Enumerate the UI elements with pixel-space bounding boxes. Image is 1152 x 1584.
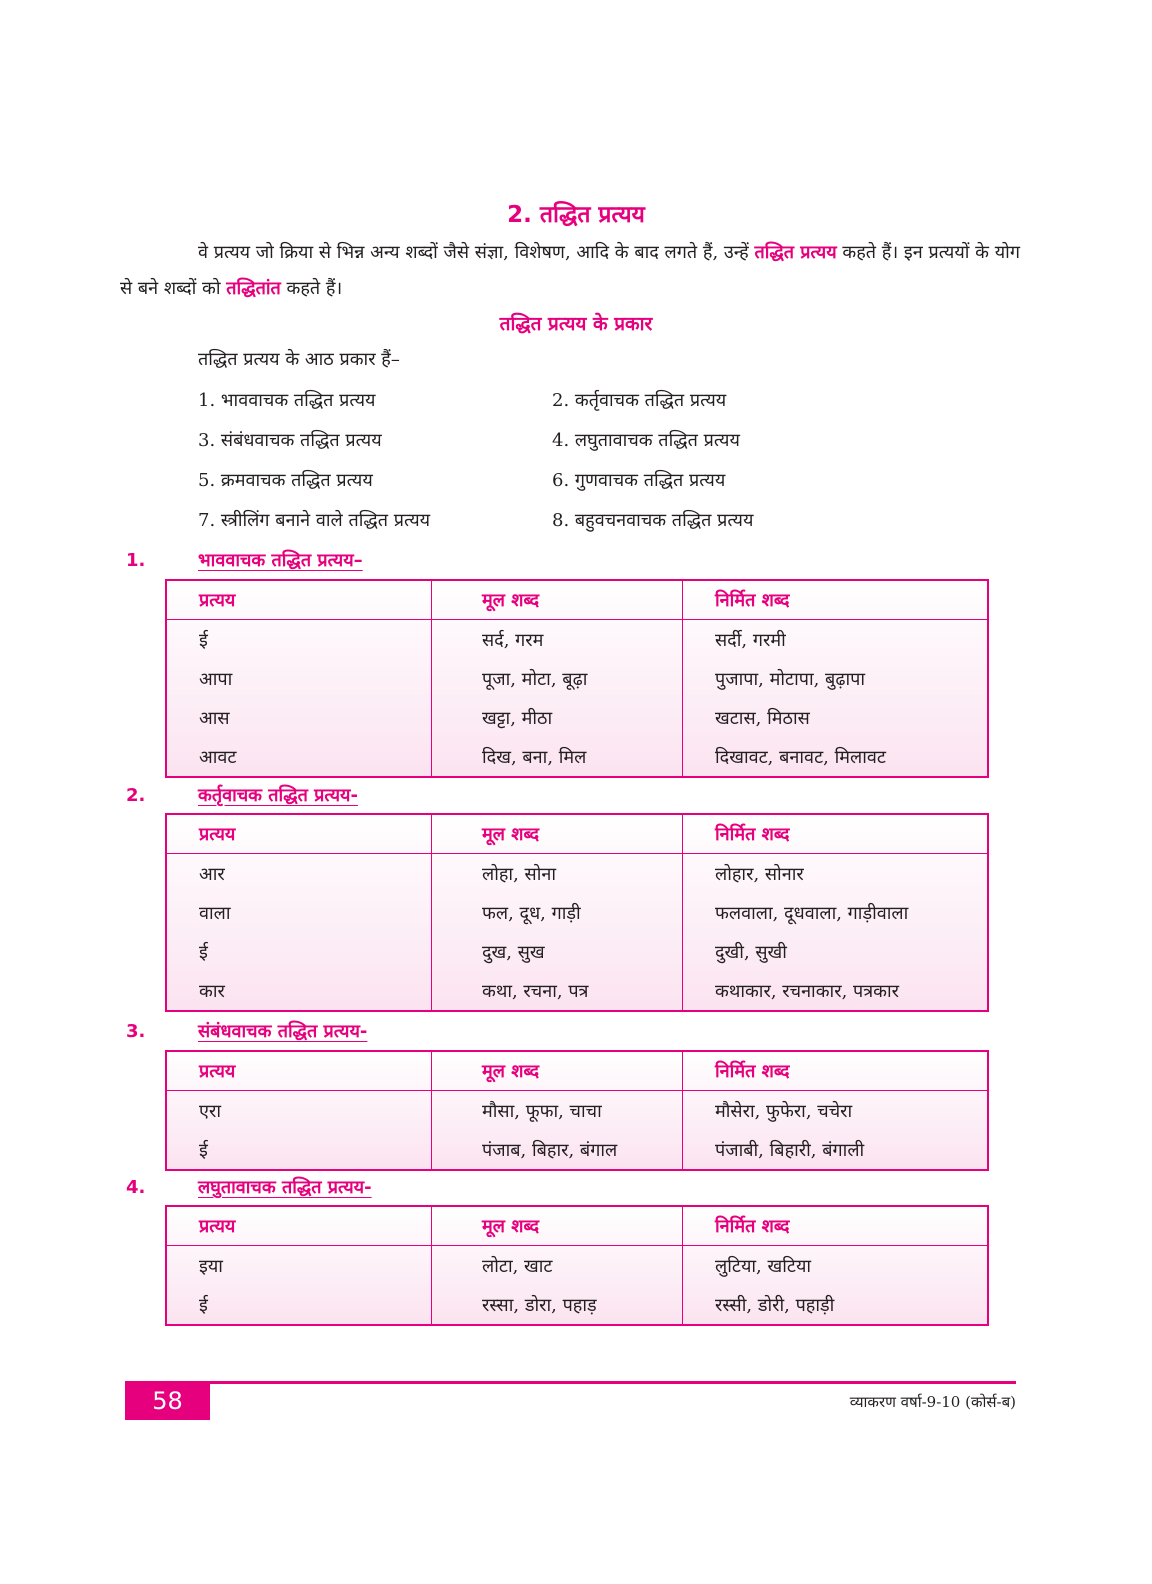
cell-derived-word: सर्दी, गरमी: [683, 620, 989, 660]
table-row: [166, 854, 988, 894]
col-header-derived-word: निर्मित शब्द: [683, 1051, 989, 1091]
table-row: [166, 932, 988, 971]
cell-root-word: सर्द, गरम: [432, 620, 683, 660]
section-number: 2.: [126, 785, 146, 806]
term-taddhit-pratyay: तद्धित प्रत्यय: [754, 242, 837, 263]
col-header-suffix: प्रत्यय: [166, 814, 432, 854]
intro-paragraph: [120, 235, 1020, 307]
cell-root-word: लोटा, खाट: [432, 1246, 683, 1286]
cell-root-word: दुख, सुख: [432, 932, 683, 971]
col-header-root-word: मूल शब्द: [432, 1206, 683, 1246]
cell-root-word: दिख, बना, मिल: [432, 737, 683, 777]
section-title: कर्तृवाचक तद्धित प्रत्यय-: [198, 785, 358, 806]
section-heading-2: [126, 783, 1026, 807]
cell-derived-word: रस्सी, डोरी, पहाड़ी: [683, 1285, 989, 1325]
col-header-derived-word: निर्मित शब्द: [683, 1206, 989, 1246]
type-item: 6. गुणवाचक तद्धित प्रत्यय: [552, 470, 726, 491]
type-item: 5. क्रमवाचक तद्धित प्रत्यय: [198, 470, 373, 491]
intro-text-3: कहते हैं।: [286, 278, 343, 299]
section-heading-4: [126, 1175, 1026, 1199]
cell-suffix: ई: [199, 941, 208, 963]
cell-derived-word: दिखावट, बनावट, मिलावट: [683, 737, 989, 777]
type-item: 4. लघुतावाचक तद्धित प्रत्यय: [552, 430, 740, 451]
page-number: 58: [125, 1381, 210, 1420]
section-title: भाववाचक तद्धित प्रत्यय–: [198, 550, 363, 571]
table-row: [166, 971, 988, 1011]
cell-derived-word: फलवाला, दूधवाला, गाड़ीवाला: [683, 893, 989, 932]
col-header-suffix: प्रत्यय: [166, 580, 432, 620]
cell-derived-word: दुखी, सुखी: [683, 932, 989, 971]
table-row: [166, 659, 988, 698]
cell-suffix: कार: [199, 980, 225, 1002]
cell-suffix: आवट: [199, 746, 237, 768]
types-heading: तद्धित प्रत्यय के प्रकार: [499, 313, 653, 335]
type-item: 1. भाववाचक तद्धित प्रत्यय: [198, 390, 376, 411]
types-lead: तद्धित प्रत्यय के आठ प्रकार हैं–: [198, 349, 400, 370]
section-heading-1: [126, 548, 1026, 572]
cell-suffix: वाला: [199, 902, 231, 924]
type-item: 8. बहुवचनवाचक तद्धित प्रत्यय: [552, 510, 754, 531]
book-title: व्याकरण वर्षा-9-10 (कोर्स-ब): [849, 1393, 1016, 1411]
cell-suffix: इया: [199, 1255, 223, 1277]
cell-root-word: कथा, रचना, पत्र: [432, 971, 683, 1011]
cell-suffix: एरा: [199, 1100, 221, 1122]
col-header-suffix: प्रत्यय: [166, 1051, 432, 1091]
cell-suffix: ई: [199, 629, 208, 651]
cell-derived-word: लुटिया, खटिया: [683, 1246, 989, 1286]
cell-suffix: ई: [199, 1139, 208, 1161]
cell-suffix: आपा: [199, 668, 233, 690]
type-item: 7. स्त्रीलिंग बनाने वाले तद्धित प्रत्यय: [198, 510, 431, 531]
section-title: संबंधवाचक तद्धित प्रत्यय-: [198, 1021, 368, 1042]
term-taddhitant: तद्धितांत: [226, 278, 281, 299]
suffix-table-1: [165, 579, 989, 778]
section-heading-3: [126, 1019, 1026, 1043]
table-row: [166, 1130, 988, 1170]
table-row: [166, 620, 988, 660]
col-header-root-word: मूल शब्द: [432, 1051, 683, 1091]
section-number: 3.: [126, 1021, 146, 1042]
cell-root-word: रस्सा, डोरा, पहाड़: [432, 1285, 683, 1325]
col-header-derived-word: निर्मित शब्द: [683, 580, 989, 620]
cell-derived-word: पुजापा, मोटापा, बुढ़ापा: [683, 659, 989, 698]
cell-suffix: आस: [199, 707, 230, 729]
section-number: 1.: [126, 550, 146, 571]
section-number: 4.: [126, 1177, 146, 1198]
table-header-row: [166, 814, 988, 854]
cell-derived-word: खटास, मिठास: [683, 698, 989, 737]
intro-text-2: कहते हैं। इन प्रत्ययों के योग से बने शब्दों को: [120, 242, 1020, 299]
footer-divider: [125, 1381, 1016, 1384]
table-header-row: [166, 1206, 988, 1246]
suffix-table-4: [165, 1205, 989, 1326]
intro-text-1: वे प्रत्यय जो क्रिया से भिन्न अन्य शब्दों जैसे संज्ञा, विशेषण, आदि के बाद लगते हैं, उन्हें: [198, 242, 749, 263]
type-item: 2. कर्तृवाचक तद्धित प्रत्यय: [552, 390, 727, 411]
types-list: [198, 387, 898, 535]
col-header-root-word: मूल शब्द: [432, 580, 683, 620]
col-header-root-word: मूल शब्द: [432, 814, 683, 854]
table-row: [166, 1285, 988, 1325]
cell-derived-word: मौसेरा, फुफेरा, चचेरा: [683, 1091, 989, 1131]
cell-root-word: खट्टा, मीठा: [432, 698, 683, 737]
cell-root-word: पंजाब, बिहार, बंगाल: [432, 1130, 683, 1170]
cell-suffix: आर: [199, 863, 225, 885]
table-row: [166, 1091, 988, 1131]
cell-root-word: फल, दूध, गाड़ी: [432, 893, 683, 932]
table-row: [166, 737, 988, 777]
cell-suffix: ई: [199, 1294, 208, 1316]
table-row: [166, 698, 988, 737]
table-row: [166, 1246, 988, 1286]
col-header-derived-word: निर्मित शब्द: [683, 814, 989, 854]
cell-derived-word: लोहार, सोनार: [683, 854, 989, 894]
page-title: 2. तद्धित प्रत्यय: [507, 202, 645, 228]
type-item: 3. संबंधवाचक तद्धित प्रत्यय: [198, 430, 382, 451]
cell-derived-word: पंजाबी, बिहारी, बंगाली: [683, 1130, 989, 1170]
table-header-row: [166, 580, 988, 620]
cell-root-word: पूजा, मोटा, बूढ़ा: [432, 659, 683, 698]
table-header-row: [166, 1051, 988, 1091]
cell-root-word: लोहा, सोना: [432, 854, 683, 894]
section-title: लघुतावाचक तद्धित प्रत्यय-: [198, 1177, 372, 1198]
col-header-suffix: प्रत्यय: [166, 1206, 432, 1246]
cell-derived-word: कथाकार, रचनाकार, पत्रकार: [683, 971, 989, 1011]
suffix-table-2: [165, 813, 989, 1012]
suffix-table-3: [165, 1050, 989, 1171]
table-row: [166, 893, 988, 932]
cell-root-word: मौसा, फूफा, चाचा: [432, 1091, 683, 1131]
